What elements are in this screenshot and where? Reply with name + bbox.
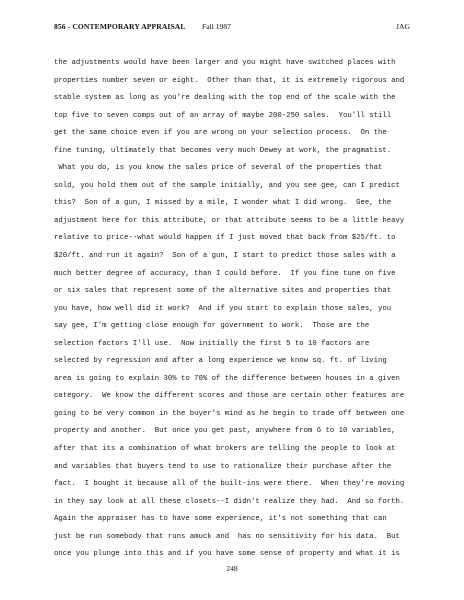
text-line: you have, how well did it work? And if you start to explain those sales, you xyxy=(54,304,392,313)
text-line: going to be very common in the buyer's mind as he begin to trade off between one xyxy=(54,409,405,418)
text-line: once you plunge into this and if you have some sense of property and what it is xyxy=(54,550,400,559)
text-line: property and another. But once you get past, anywhere from 6 to 10 variables, xyxy=(54,427,396,436)
text-line: What you do, is you know the sales price of several of the properties that xyxy=(54,164,383,173)
text-line: top five to seven comps out of an array of maybe 200-250 sales. You'll still xyxy=(54,111,392,120)
text-line: say gee, I'm getting close enough for government to work. Those are the xyxy=(54,322,370,331)
text-line: properties number seven or eight. Other than that, it is extremely rigorous and xyxy=(54,76,405,85)
text-line: adjustment here for this attribute, or that attribute seems to be a little heavy xyxy=(54,216,405,225)
text-line: get the same choice even if you are wrong on your selection process. On the xyxy=(54,129,387,138)
text-line: much better degree of accuracy, than I could before. If you fine tune on five xyxy=(54,269,396,278)
text-line: sold, you hold them out of the sample initially, and you see gee, can I predict xyxy=(54,181,400,190)
issue-date: Fall 1987 xyxy=(202,22,231,31)
text-line: area is going to explain 30% to 70% of the difference between houses in a given xyxy=(54,374,400,383)
text-line: selection factors I'll use. Now initially the first 5 to 10 factors are xyxy=(54,339,370,348)
text-line: category. We know the different scores and those are certain other features are xyxy=(54,392,405,401)
text-line: fine tuning, ultimately that becomes very much Dewey at work, the pragmatist. xyxy=(54,146,392,155)
text-line: $20/ft. and run it again? Son of a gun, I start to predict those sales with a xyxy=(54,252,396,261)
text-line: stable system as long as you're dealing with the top end of the scale with the xyxy=(54,94,396,103)
body-text xyxy=(54,55,434,564)
text-line: fact. I bought it because all of the built-ins were there. When they're moving xyxy=(54,480,405,489)
journal-title: 856 - CONTEMPORARY APPRAISAL xyxy=(54,22,186,31)
text-line: in they say look at all these closets--I didn't realize they had. And so forth. xyxy=(54,497,405,506)
text-line: Again the appraiser has to have some experience, it's not something that can xyxy=(54,515,387,524)
text-line: or six sales that represent some of the alternative sites and properties that xyxy=(54,287,392,296)
page-number: 248 xyxy=(226,564,238,573)
running-header xyxy=(54,22,434,34)
text-line: selected by regression and after a long experience we know sq. ft. of living xyxy=(54,357,387,366)
text-line: relative to price--what would happen if I just moved that back from $25/ft. to xyxy=(54,234,396,243)
text-line: after that its a combination of what brokers are telling the people to look at xyxy=(54,445,396,454)
text-line: the adjustments would have been larger and you might have switched places with xyxy=(54,59,396,67)
text-line: just be run somebody that runs amuck and has no sensitivity for his data. But xyxy=(54,532,400,541)
text-line: this? Son of a gun, I missed by a mile, I wonder what I did wrong. Gee, the xyxy=(54,199,392,208)
author-initials: JAG xyxy=(396,22,410,31)
text-line: and variables that buyers tend to use to rationalize their purchase after the xyxy=(54,462,392,471)
